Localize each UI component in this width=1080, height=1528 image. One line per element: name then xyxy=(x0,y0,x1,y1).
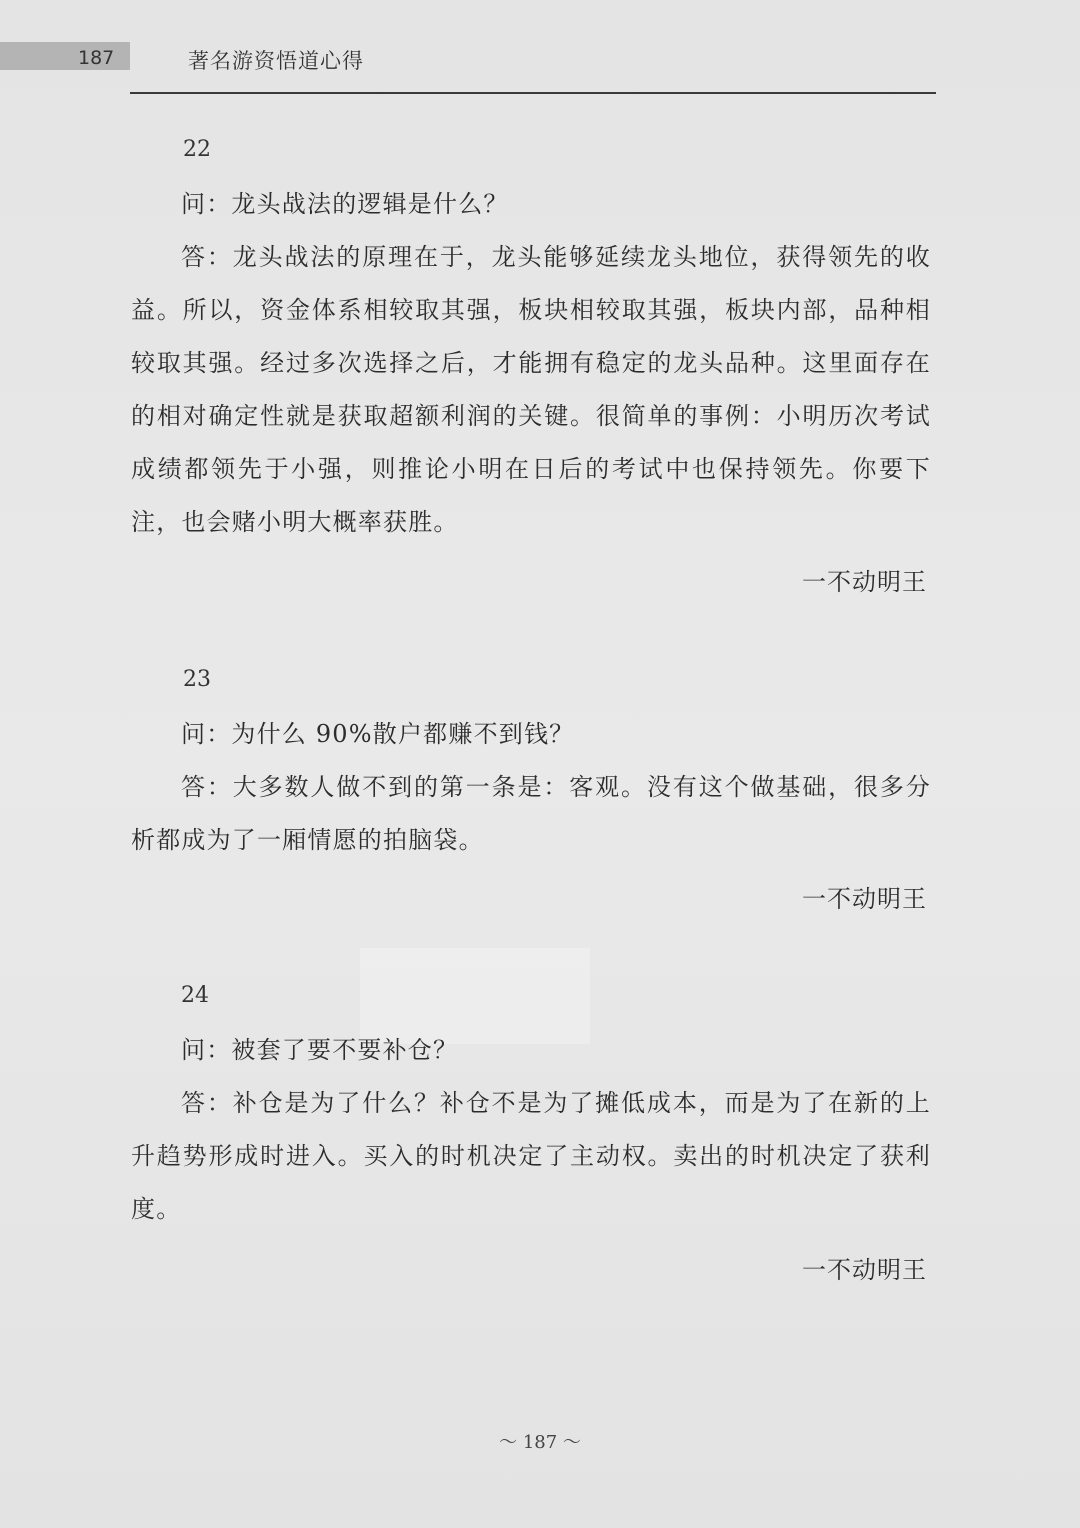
author-signature: 一不动明王 xyxy=(802,885,927,913)
entry-number: 22 xyxy=(183,137,211,162)
answer-text: 答：大多数人做不到的第一条是：客观。没有这个做基础，很多分析都成为了一厢情愿的拍脑袋。 xyxy=(131,773,931,854)
running-title: 著名游资悟道心得 xyxy=(188,49,364,73)
answer-text: 答：龙头战法的原理在于，龙头能够延续龙头地位，获得领先的收益。所以，资金体系相较取其强，板块相较取其强，板块内部，品种相较取其强。经过多次选择之后，才能拥有稳定的龙头品种。这里面存在的相对确定性就是获取超额利润的关键。很简单的事例：小明历次考试成绩都领先于小强，则推论小明在日后的考试中也保持领先。你要下注，也会赌小明大概率获胜。 xyxy=(131,243,931,536)
question-text: 问：被套了要不要补仓？ xyxy=(181,1036,459,1064)
header-divider xyxy=(130,92,936,94)
question-text: 问：为什么 90%散户都赚不到钱？ xyxy=(181,720,575,748)
author-signature: 一不动明王 xyxy=(802,1256,927,1284)
entry-number: 24 xyxy=(181,983,209,1008)
author-signature: 一不动明王 xyxy=(802,568,927,596)
header-page-number: 187 xyxy=(78,47,115,69)
entry-number: 23 xyxy=(183,667,211,692)
question-text: 问：龙头战法的逻辑是什么？ xyxy=(181,190,509,218)
footer-page-number: ～ 187 ～ xyxy=(499,1432,581,1453)
answer-text: 答：补仓是为了什么？补仓不是为了摊低成本，而是为了在新的上升趋势形成时进入。买入的时机决定了主动权。卖出的时机决定了获利度。 xyxy=(131,1089,931,1223)
